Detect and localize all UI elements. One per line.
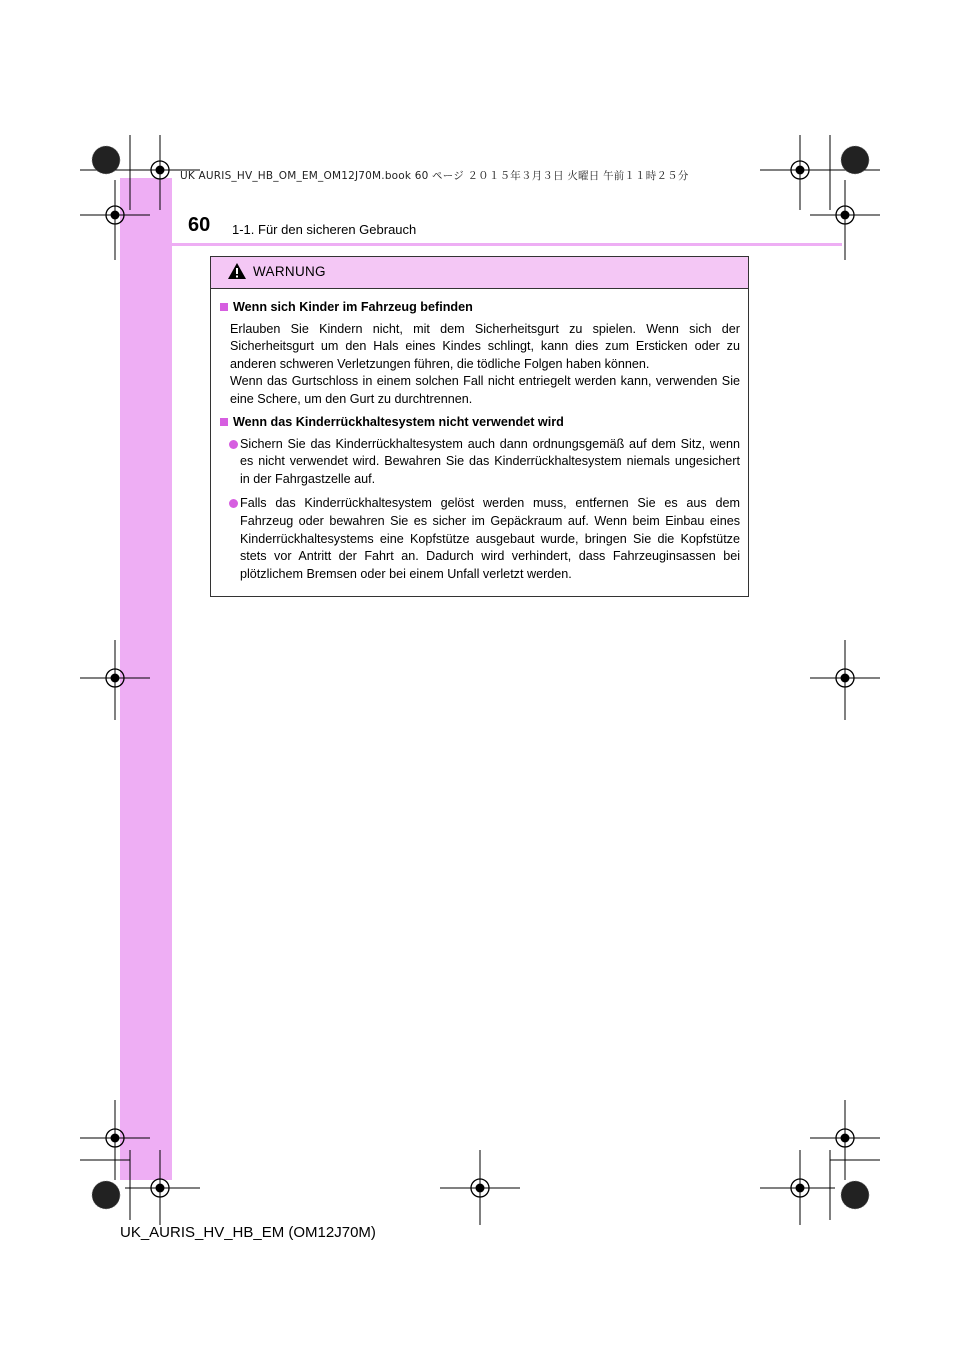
warning-section-restraint [219, 414, 740, 583]
document-code: UK_AURIS_HV_HB_EM (OM12J70M) [120, 1224, 376, 1241]
section-title: 1-1. Für den sicheren Gebrauch [232, 222, 417, 237]
list-item-text: Falls das Kinderrückhaltesystem gelöst werden muss, entfernen Sie es aus dem Fahrzeug oder bewahren Sie es sicher im Gepäckraum auf. Wenn beim Einbau eines Kinderrückhaltesystems eine Kopfstütze ausgebaut wurde, bringen Sie die Kopfstütze stets vor Antritt der Fahrt an. Dadurch wird verhindert, dass Fahrzeuginsassen bei plötzlichem Bremsen oder bei einem Unfall verletzt werden. [240, 496, 740, 581]
section-heading-text: Wenn das Kinderrückhaltesystem nicht verwendet wird [233, 415, 564, 429]
section-heading [219, 414, 740, 432]
warning-title: WARNUNG [253, 264, 326, 279]
book-info-line: UK AURIS_HV_HB_OM_EM_OM12J70M.book 60 ページ ２０１５年３月３日 火曜日 午前１１時２５分 [180, 170, 689, 182]
square-bullet-icon [220, 303, 228, 311]
list-item [219, 495, 740, 583]
paragraph-line: Wenn das Gurtschloss in einem solchen Fall nicht entriegelt werden kann, verwenden Sie eine Schere, um den Gurt zu durchtrennen. [230, 374, 740, 406]
header-rule [120, 243, 842, 246]
section-heading [219, 299, 740, 317]
round-bullet-icon [229, 499, 238, 508]
warning-header [211, 257, 748, 289]
warning-box [210, 256, 749, 597]
square-bullet-icon [220, 418, 228, 426]
section-heading-text: Wenn sich Kinder im Fahrzeug befinden [233, 300, 473, 314]
list-item [219, 436, 740, 489]
round-bullet-icon [229, 440, 238, 449]
paragraph-line: Erlauben Sie Kindern nicht, mit dem Sicherheitsgurt zu spielen. Wenn sich der Sicherheitsgurt um den Hals eines Kindes schlingt, kann dies zum Ersticken oder zu anderen schweren Verletzungen führen, die tödliche Folgen haben können. [230, 321, 740, 371]
list-item-text: Sichern Sie das Kinderrückhaltesystem auch dann ordnungsgemäß auf dem Sitz, wenn es nicht verwendet wird. Bewahren Sie das Kinderrückhaltesystem niemals ungesichert in der Fahrgastzelle auf. [240, 436, 740, 486]
section-paragraph [219, 321, 740, 409]
warning-triangle-icon [227, 262, 247, 280]
page-number: 60 [188, 214, 211, 236]
warning-section-children [219, 299, 740, 409]
